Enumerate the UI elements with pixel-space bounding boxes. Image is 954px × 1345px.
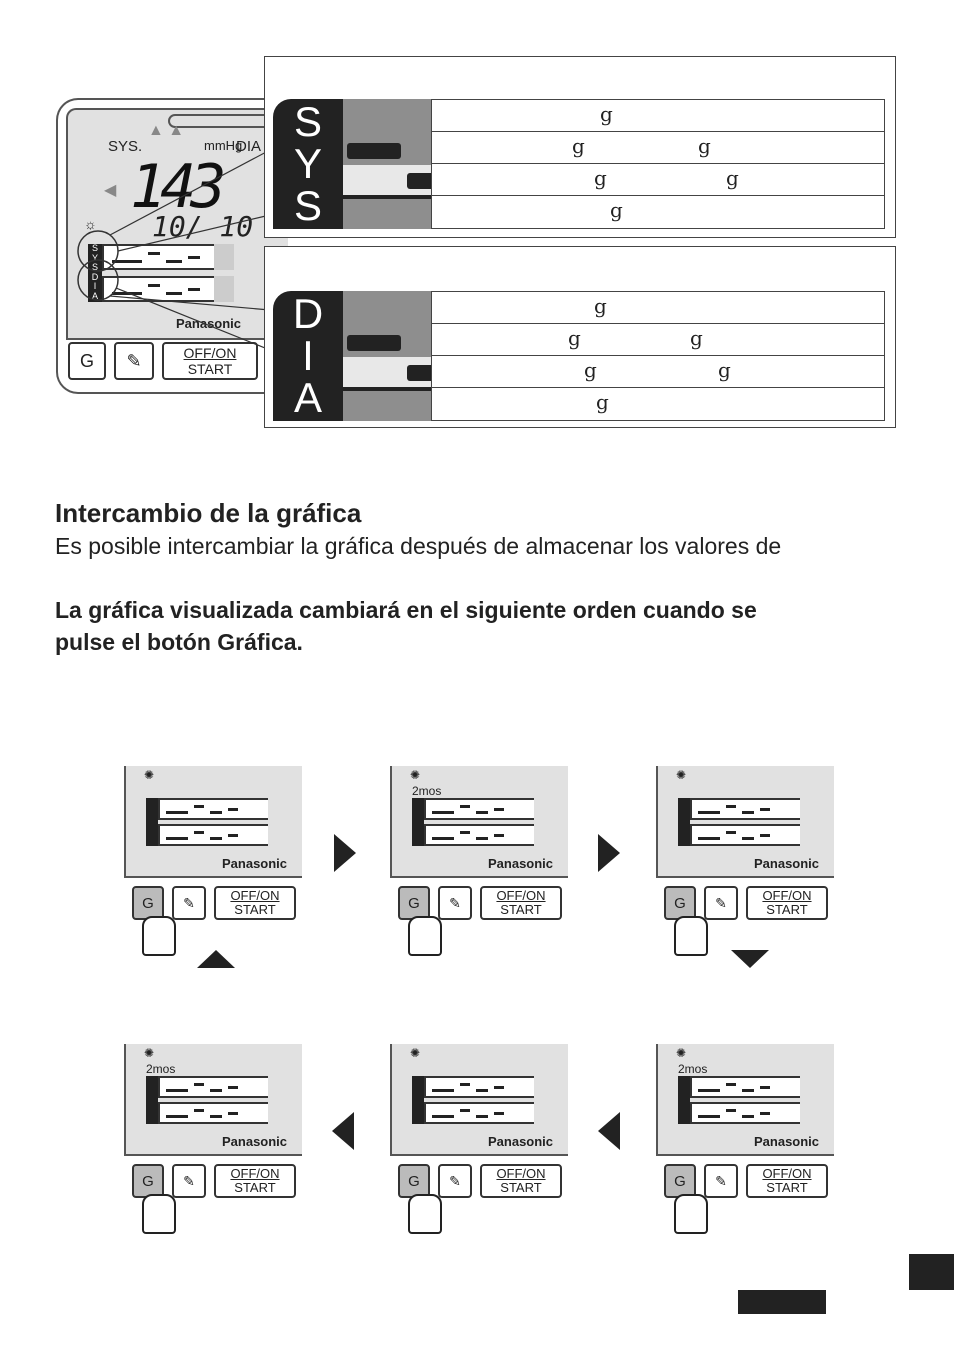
dia-graph-row <box>690 824 800 846</box>
sys-letters <box>273 99 343 229</box>
flash-icon: ✺ <box>144 768 155 782</box>
legend-row: g g <box>432 164 884 196</box>
memory-icon: ✎ <box>715 1172 727 1189</box>
memory-button[interactable] <box>438 886 472 920</box>
power-button[interactable] <box>746 1164 828 1198</box>
sys-graph-row <box>158 1076 268 1098</box>
graph-button[interactable]: G <box>398 886 430 920</box>
memory-icon: ✎ <box>449 1172 461 1189</box>
brand-logo: Panasonic <box>488 856 554 871</box>
section-paragraph: Es posible intercambiar la gráfica después de almacenar los valores de <box>55 533 782 559</box>
dia-graph-row <box>424 824 534 846</box>
unit-label: mmHg <box>204 138 243 153</box>
flash-icon: ✺ <box>410 768 421 782</box>
memory-icon: ✎ <box>449 894 461 911</box>
row-letter: Y <box>91 252 98 263</box>
flash-icon: ✺ <box>410 1046 421 1060</box>
row-letter-strip <box>412 798 424 846</box>
power-button[interactable] <box>480 886 562 920</box>
power-button[interactable] <box>214 886 296 920</box>
power-button[interactable] <box>746 886 828 920</box>
dia-graph-row <box>424 1102 534 1124</box>
off-on-label: OFF/ON <box>762 888 812 903</box>
power-button[interactable] <box>214 1164 296 1198</box>
graph-button[interactable]: G <box>132 886 164 920</box>
date-display: 10/ 10 <box>152 210 254 243</box>
sys-gray-column <box>343 99 431 229</box>
legend-row: g <box>432 100 884 132</box>
arrow-right-icon <box>598 834 620 872</box>
graph-button[interactable]: G <box>398 1164 430 1198</box>
page-tab-marker <box>909 1254 954 1290</box>
graph-step-panel <box>390 1044 566 1208</box>
panel-period-label: 2mos <box>678 1062 708 1076</box>
sys-graph-row <box>690 798 800 820</box>
sys-letter: Y <box>293 140 322 187</box>
flash-icon: ✺ <box>676 1046 687 1060</box>
sys-graph-row <box>424 1076 534 1098</box>
graph-button[interactable]: G <box>68 342 106 380</box>
legend-sys-box <box>264 56 896 238</box>
graph-step-panel <box>390 766 566 930</box>
panel-screen <box>124 1044 302 1156</box>
legend-row: g <box>596 390 609 414</box>
panel-screen <box>656 1044 834 1156</box>
brand-logo: Panasonic <box>176 316 242 331</box>
pointing-hand-icon <box>142 1194 176 1234</box>
sun-icon: ☼ <box>84 216 97 232</box>
legend-row: g g <box>432 132 884 164</box>
callout-lines <box>70 130 280 360</box>
brand-logo: Panasonic <box>488 1134 554 1149</box>
flash-icon: ✺ <box>676 768 687 782</box>
legend-row: g <box>610 198 623 222</box>
dia-letter: A <box>293 374 322 421</box>
start-label: START <box>234 1180 276 1195</box>
row-letter: S <box>91 262 98 272</box>
memory-button[interactable] <box>172 1164 206 1198</box>
graph-button[interactable]: G <box>664 886 696 920</box>
graph-step-panel <box>656 766 832 930</box>
reading-display: 143 <box>130 152 221 222</box>
power-button[interactable] <box>480 1164 562 1198</box>
panel-period-label: 2mos <box>412 784 442 798</box>
start-label: START <box>234 902 276 917</box>
arrow-left-icon <box>598 1112 620 1150</box>
start-label: START <box>766 902 808 917</box>
start-label: START <box>187 361 233 377</box>
dia-legend-rows <box>431 291 885 421</box>
pointing-hand-icon <box>674 916 708 956</box>
bold-line-2: pulse el botón Gráfica. <box>55 629 303 655</box>
row-letter-strip <box>146 1076 158 1124</box>
section-title: Intercambio de la gráfica <box>55 498 362 528</box>
dia-letter: I <box>302 332 314 379</box>
sys-graph-row <box>690 1076 800 1098</box>
flash-icon: ▲ ▲ <box>148 122 185 139</box>
graph-step-panel <box>656 1044 832 1208</box>
graph-step-panel <box>124 1044 300 1208</box>
pointing-hand-icon <box>408 1194 442 1234</box>
memory-button[interactable] <box>172 886 206 920</box>
arrow-left-icon <box>332 1112 354 1150</box>
row-letter: A <box>91 290 98 301</box>
legend-dia-box <box>264 246 896 428</box>
sys-label: SYS. <box>108 138 143 155</box>
brand-logo: Panasonic <box>222 1134 288 1149</box>
panel-screen <box>656 766 834 878</box>
arrow-up-icon <box>197 950 235 968</box>
pointing-hand-icon <box>142 916 176 956</box>
flash-left-icon: ◀ <box>104 182 117 199</box>
row-letter: S <box>91 243 98 253</box>
graph-button[interactable]: G <box>132 1164 164 1198</box>
flash-icon: ✺ <box>144 1046 155 1060</box>
row-letter: I <box>93 281 97 291</box>
row-letter-strip <box>678 798 690 846</box>
legend-row: g g <box>432 324 884 356</box>
dia-graph-row <box>690 1102 800 1124</box>
sys-letter: S <box>293 182 322 229</box>
brand-logo: Panasonic <box>754 1134 820 1149</box>
start-label: START <box>766 1180 808 1195</box>
memory-button[interactable] <box>704 1164 738 1198</box>
off-on-label: OFF/ON <box>762 1166 812 1181</box>
memory-button[interactable] <box>704 886 738 920</box>
memory-icon: ✎ <box>183 1172 195 1189</box>
bold-line-1: La gráfica visualizada cambiará en el siguiente orden cuando se <box>55 597 757 623</box>
memory-icon: ✎ <box>126 350 142 371</box>
dia-graph-row <box>158 1102 268 1124</box>
sys-graph-row <box>424 798 534 820</box>
pointing-hand-icon <box>408 916 442 956</box>
arrow-right-icon <box>334 834 356 872</box>
panel-screen <box>124 766 302 878</box>
start-label: START <box>500 902 542 917</box>
memory-icon: ✎ <box>715 894 727 911</box>
row-letter-strip <box>678 1076 690 1124</box>
graph-button[interactable]: G <box>664 1164 696 1198</box>
pointing-hand-icon <box>674 1194 708 1234</box>
off-on-label: OFF/ON <box>230 1166 280 1181</box>
off-on-label: OFF/ON <box>183 345 237 361</box>
panel-screen <box>390 766 568 878</box>
brand-logo: Panasonic <box>754 856 820 871</box>
arrow-down-icon <box>731 950 769 968</box>
memory-icon: ✎ <box>183 894 195 911</box>
sys-graph-row <box>158 798 268 820</box>
row-letter: D <box>91 271 99 282</box>
off-on-label: OFF/ON <box>496 888 546 903</box>
dia-graph-row <box>158 824 268 846</box>
row-letter-strip <box>146 798 158 846</box>
start-label: START <box>500 1180 542 1195</box>
legend-row: g g <box>432 356 884 388</box>
off-on-label: OFF/ON <box>496 1166 546 1181</box>
memory-button[interactable] <box>438 1164 472 1198</box>
row-letter-strip <box>412 1076 424 1124</box>
dia-letter: D <box>292 290 324 337</box>
brand-logo: Panasonic <box>222 856 288 871</box>
panel-period-label: 2mos <box>146 1062 176 1076</box>
sys-letter: S <box>293 98 322 145</box>
dia-gray-column <box>343 291 431 421</box>
panel-screen <box>390 1044 568 1156</box>
legend-row: g <box>432 292 884 324</box>
dia-letters <box>273 291 343 421</box>
dia-label: DIA <box>236 138 262 155</box>
sys-legend-rows <box>431 99 885 229</box>
page-number-box <box>738 1290 826 1314</box>
graph-step-panel <box>124 766 300 930</box>
off-on-label: OFF/ON <box>230 888 280 903</box>
